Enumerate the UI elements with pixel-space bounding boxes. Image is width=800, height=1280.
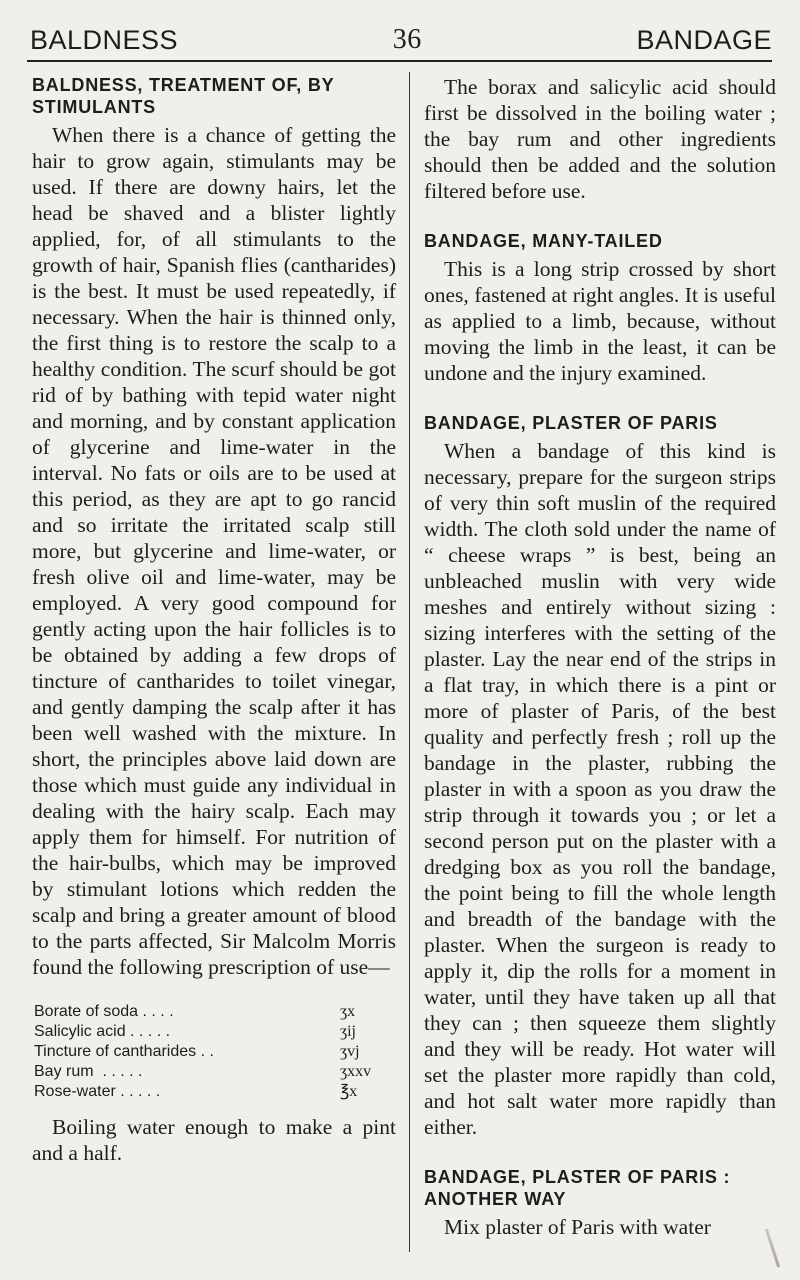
prescription-ingredient: Borate of soda . . . . [34,1003,174,1020]
prescription-list [34,1002,394,1102]
right-column [424,74,776,1240]
continuation-paragraph: The borax and salicylic acid should first be dissolved in the boiling water ; the bay rum and other ingredients should then be added and the solution filtered before use. [424,75,776,203]
prescription-ingredient: Rose-water . . . . . [34,1083,161,1100]
prescription-quantity: ʒxxv [340,1063,372,1080]
many-tailed-paragraph: This is a long strip crossed by short ones, fastened at right angles. It is useful as applied to a limb, because, without moving the limb in the least, it can be undone and the injury examined. [424,257,776,385]
prescription-quantity: ʒx [340,1003,356,1020]
header-left-word: BALDNESS [30,24,179,55]
section-heading-many-tailed: BANDAGE, MANY-TAILED [424,231,663,251]
prescription-item [34,1002,394,1022]
column-divider [409,72,410,1252]
prescription-item [34,1022,394,1042]
prescription-closing: Boiling water enough to make a pint and a half. [32,1115,396,1165]
prescription-quantity: ℥x [340,1083,358,1100]
plaster-another-paragraph: Mix plaster of Paris with water [444,1215,711,1239]
section-heading-baldness: BALDNESS, TREATMENT OF, BY STIMULANTS [32,75,335,117]
section-heading-plaster: BANDAGE, PLASTER OF PARIS [424,413,718,433]
header-right-word: BANDAGE [636,24,772,55]
plaster-paragraph: When a bandage of this kind is necessary, prepare for the surgeon strips of very thin soft muslin of the required width. The cloth sold under the name of “ cheese wraps ” is best, being an unbleached muslin with very wide meshes and entirely without sizing : sizing interferes with the setting of the plaster. Lay the near end of the strips in a flat tray, in which there is a pint or more of plaster of Paris, of the best quality and perfectly fresh ; roll up the bandage in the plaster, rubbing the plaster in with a spoon as you draw the strip through it towards you ; or let a second person put on the plaster with a dredging box as you roll the bandage, the point being to fill the whole length and breadth of the bandage with the plaster. When the surgeon is ready to apply it, dip the rolls for a moment in water, until they have taken up all that they can ; then squeeze them slightly and they will be ready. Hot water will set the plaster more rapidly than cold, and hot salt water more rapidly than either. [424,439,776,1139]
header-rule [27,60,772,62]
baldness-paragraph: When there is a chance of getting the hair to grow again, stimulants may be used. If there are downy hairs, let the head be shaved and a blister lightly applied, for, of all stimulants to the growth of hair, Spanish flies (cantharides) is the best. It must be used repeatedly, if necessary. When the hair is thinned only, the first thing is to restore the scalp to a healthy condition. The scurf should be got rid of by bathing with tepid water night and morning, and by constant application of glycerine and lime-water in the interval. No fats or oils are to be used at this period, as they are apt to go rancid and so irritate the irritated scalp still more, but glycerine and lime-water, or fresh olive oil and lime-water, may be employed. A very good compound for gently acting upon the hair follicles is to be obtained by adding a few drops of tincture of cantharides to toilet vinegar, and gently damping the scalp after it has been well washed with the mixture. In short, the principles above laid down are those which must guide any individual in dealing with the hairy scalp. Each may apply them for himself. For nutrition of the hair-bulbs, which may be improved by stimulant lotions which redden the scalp and bring a greater amount of blood to the parts affected, Sir Malcolm Morris found the following prescription of use— [32,123,396,979]
prescription-quantity: ʒvj [340,1043,360,1060]
prescription-item [34,1062,394,1082]
page-number: 36 [392,24,422,55]
left-column [32,74,396,1166]
prescription-ingredient: Salicylic acid . . . . . [34,1023,171,1040]
prescription-item [34,1042,394,1062]
prescription-quantity: ʒij [340,1023,356,1040]
prescription-ingredient: Tincture of cantharides . . [34,1043,214,1060]
running-head [30,20,772,60]
prescription-item [34,1082,394,1102]
section-heading-plaster-another: BANDAGE, PLASTER OF PARIS : ANOTHER WAY [424,1167,731,1209]
prescription-ingredient: Bay rum . . . . . [34,1063,143,1080]
